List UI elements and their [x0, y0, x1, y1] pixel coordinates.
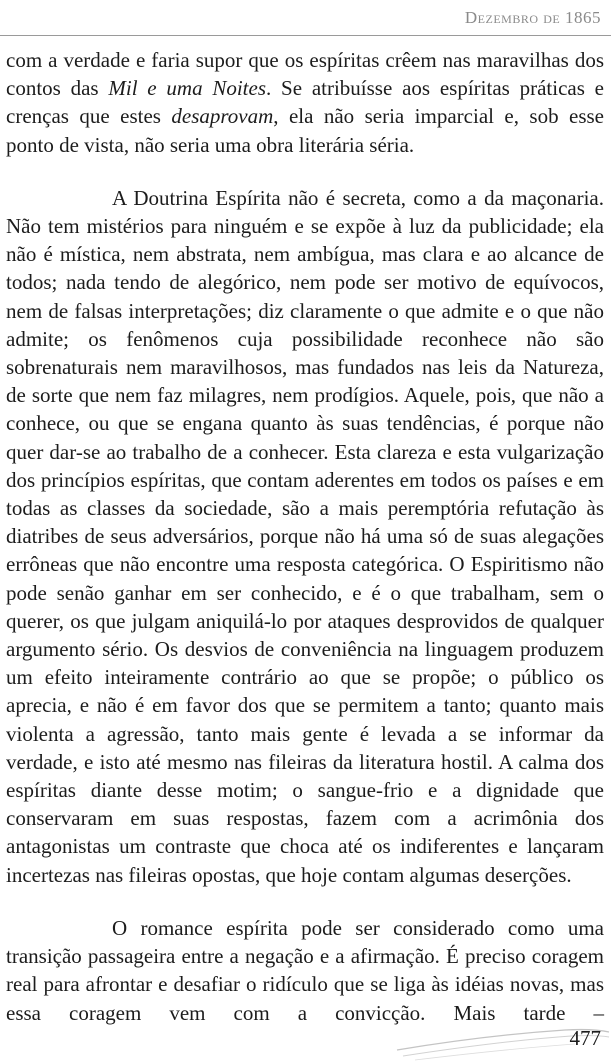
running-head: Dezembro de 1865 [464, 8, 601, 27]
text-segment: , ela não seria imparcial e, sob esse ponto de vista, não seria uma obra literária séria. [6, 104, 604, 157]
text-segment: com a verdade e faria supor que os espíritas crêem nas maravilhas dos contos das [6, 48, 604, 101]
header-rule [0, 35, 611, 36]
paragraph-1 [6, 46, 604, 159]
text-segment: . Se atribuísse aos espíritas práticas e crenças que estes [6, 76, 604, 129]
italic-emphasis-segment: desaprovam [171, 104, 274, 129]
paragraph-3 [6, 914, 604, 1027]
paragraph-2 [6, 184, 604, 889]
text-segment: A Doutrina Espírita não é secreta, como a da maçonaria. Não tem mistérios para ninguém e se expõe à luz da publicidade; ela não é mística, nem abstrata, nem ambígua, mas clara e ao alcance de todos; nada tendo de alegórico, nem pode ser motivo de equívocos, nem de falsas interpretações; diz claramente o que admite e o que não admite; os fenômenos cuja possibilidade reconhece não são sobrenaturais nem maravilhosos, mas fundados nas leis da Natureza, de sorte que nem faz milagres, nem prodígios. Aquele, pois, que não a conhece, ou que se engana quanto às suas tendências, é porque não quer dar-se ao trabalho de a conhecer. Esta clareza e esta vulgarização dos princípios espíritas, que contam aderentes em todos os países e em todas as classes da sociedade, são a mais peremptória refutação às diatribes de seus adversários, porque não há uma só de suas alegações errôneas que não encontre uma resposta categórica. O Espiritismo não pode senão ganhar em ser conhecido, e é o que trabalham, sem o querer, os que julgam aniquilá-lo por ataques desprovidos de qualquer argumento sério. Os desvios de conveniência na linguagem produzem um efeito inteiramente contrário ao que se propõe; o público os aprecia, e não é em favor dos que se permitem a tanto; quanto mais violenta a agressão, tanto mais gente é levada a se informar da verdade, e isto até mesmo nas fileiras da literatura hostil. A calma dos espíritas diante desse motim; o sangue-frio e a dignidade que conservaram em suas respostas, fazem com a acrimônia dos antagonistas um contraste que choca até os indiferentes e lançaram incertezas nas fileiras opostas, que hoje contam algumas deserções. [6, 185, 604, 887]
text-segment: O romance espírita pode ser considerado como uma transição passageira entre a negação e a afirmação. É preciso coragem real para afrontar e desafiar o ridículo que se liga às idéias novas, mas essa coragem vem com a convicção. Mais tarde – [6, 915, 604, 1025]
page-number: 477 [569, 1026, 601, 1050]
body-text [6, 46, 604, 1027]
italic-title-segment: Mil e uma Noites [108, 76, 267, 101]
